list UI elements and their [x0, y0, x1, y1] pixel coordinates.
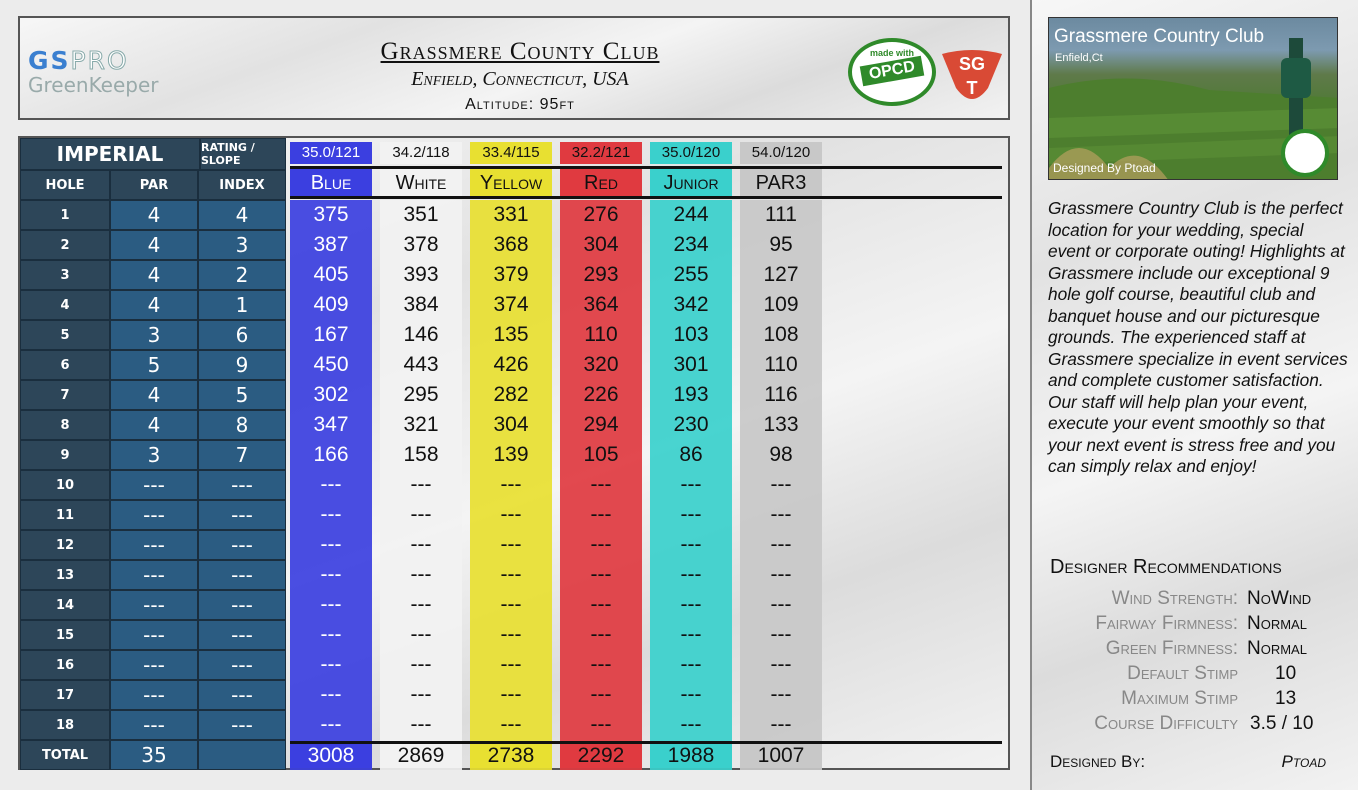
table-hole-cell: 9 [20, 440, 110, 470]
table-hole-cell: 12 [20, 530, 110, 560]
rec-value: 3.5 / 10 [1250, 713, 1314, 734]
tee-yardage-cell: 226 [583, 383, 619, 406]
tee-yardage-cell: --- [680, 713, 702, 736]
table-index-cell: 6 [198, 320, 286, 350]
table-par-cell: 4 [110, 200, 198, 230]
tee-yardage-cell: 139 [493, 443, 529, 466]
tee-yardage-cell: --- [680, 653, 702, 676]
tee-rating-slope: 34.2/118 [380, 142, 462, 164]
tee-yardage-cell: --- [590, 533, 612, 556]
tee-rating-slope: 54.0/120 [740, 142, 822, 164]
tee-yardage-cell: --- [500, 533, 522, 556]
table-par-cell: --- [110, 560, 198, 590]
table-par-cell: 4 [110, 290, 198, 320]
table-par-cell: 3 [110, 320, 198, 350]
tee-yardage-cell: --- [320, 623, 342, 646]
tee-yardage-cell: 95 [769, 233, 793, 256]
badge-t-text: T [966, 78, 978, 98]
header-rule-bottom [290, 196, 1002, 199]
table-index-cell: 5 [198, 380, 286, 410]
total-label: TOTAL [20, 740, 110, 770]
table-hole-cell: 13 [20, 560, 110, 590]
tee-yardage-cell: --- [590, 563, 612, 586]
tee-name-header: Yellow [470, 168, 552, 198]
tee-yardage-cell: 276 [583, 203, 619, 226]
tee-yardage-cell: --- [500, 683, 522, 706]
badge-opcd-text: OPCD [860, 56, 925, 87]
tee-name-header: White [380, 168, 462, 198]
tee-total-cell: 2292 [560, 744, 642, 768]
table-hole-cell: 16 [20, 650, 110, 680]
tee-yardage-cell: 304 [583, 233, 619, 256]
table-par-cell: --- [110, 590, 198, 620]
tee-yardage-cell: 375 [313, 203, 349, 226]
table-hole-cell: 1 [20, 200, 110, 230]
table-hole-cell: 7 [20, 380, 110, 410]
rec-label: Wind Strength: [1111, 588, 1238, 609]
tee-yardage-cell: 105 [583, 443, 619, 466]
table-par-cell: --- [110, 530, 198, 560]
tee-yardage-cell: 393 [403, 263, 439, 286]
tee-yardage-cell: 450 [313, 353, 349, 376]
table-hole-cell: 15 [20, 620, 110, 650]
table-index-cell: 2 [198, 260, 286, 290]
tee-yardage-cell: --- [410, 683, 432, 706]
logo-pro-text: PRO [70, 46, 129, 75]
tee-yardage-cell: 295 [403, 383, 439, 406]
table-hole-cell: 3 [20, 260, 110, 290]
tee-yardage-cell: 321 [403, 413, 439, 436]
tee-yardage-cell: --- [320, 533, 342, 556]
recs-title: Designer Recommendations [1050, 556, 1282, 578]
photo-subtitle: Enfield,Ct [1055, 52, 1103, 64]
total-rule [290, 741, 1002, 744]
table-par-cell: --- [110, 650, 198, 680]
tee-yardage-cell: 109 [763, 293, 799, 316]
table-index-cell: --- [198, 680, 286, 710]
tee-yardage-cell: 110 [764, 353, 798, 376]
tee-yardage-cell: --- [320, 473, 342, 496]
total-index-blank [198, 740, 286, 770]
table-index-cell: --- [198, 650, 286, 680]
table-hole-cell: 8 [20, 410, 110, 440]
rec-value: NoWind [1247, 588, 1312, 609]
course-photo [1048, 17, 1338, 180]
tee-yardage-cell: --- [500, 593, 522, 616]
table-index-cell: 8 [198, 410, 286, 440]
tee-yardage-cell: 405 [313, 263, 349, 286]
table-index-cell: --- [198, 500, 286, 530]
tee-yardage-cell: 282 [493, 383, 529, 406]
table-index-cell: --- [198, 470, 286, 500]
rec-label: Course Difficulty [1094, 713, 1238, 734]
designed-by-label: Designed By: [1050, 752, 1146, 771]
table-hole-cell: 17 [20, 680, 110, 710]
tee-yardage-cell: 384 [403, 293, 439, 316]
tee-total-cell: 1007 [740, 744, 822, 768]
tee-yardage-cell: --- [680, 593, 702, 616]
tee-yardage-cell: --- [320, 653, 342, 676]
tee-yardage-cell: 409 [313, 293, 349, 316]
tee-yardage-cell: --- [500, 563, 522, 586]
tee-total-cell: 2738 [470, 744, 552, 768]
table-index-cell: 9 [198, 350, 286, 380]
tee-yardage-cell: --- [680, 683, 702, 706]
rec-label: Fairway Firmness: [1095, 613, 1238, 634]
table-par-cell: 4 [110, 380, 198, 410]
tee-yardage-cell: --- [770, 563, 792, 586]
table-hole-cell: 11 [20, 500, 110, 530]
tee-yardage-cell: --- [680, 503, 702, 526]
rec-value: 13 [1275, 688, 1297, 709]
tee-yardage-cell: 374 [493, 293, 529, 316]
tee-yardage-cell: 342 [673, 293, 709, 316]
course-location: Enfield, Connecticut, USA [411, 68, 629, 90]
tee-yardage-cell: 230 [673, 413, 709, 436]
tee-yardage-cell: --- [590, 623, 612, 646]
tee-yardage-cell: 234 [673, 233, 709, 256]
table-index-cell: --- [198, 560, 286, 590]
rec-label: Maximum Stimp [1121, 688, 1238, 709]
tee-yardage-cell: 135 [493, 323, 529, 346]
tee-yardage-cell: --- [320, 593, 342, 616]
tee-yardage-cell: --- [410, 713, 432, 736]
badge-made-with-text: made with [869, 48, 914, 58]
table-par-cell: 4 [110, 260, 198, 290]
tee-rating-slope: 33.4/115 [470, 142, 552, 164]
tee-yardage-cell: --- [770, 713, 792, 736]
tee-yardage-cell: --- [320, 683, 342, 706]
tee-total-cell: 3008 [290, 744, 372, 768]
tee-yardage-cell: --- [680, 623, 702, 646]
tee-yardage-cell: 108 [763, 323, 799, 346]
tee-rating-slope: 32.2/121 [560, 142, 642, 164]
table-index-cell: --- [198, 530, 286, 560]
rec-value: Normal [1247, 613, 1307, 634]
tee-yardage-cell: 351 [403, 203, 439, 226]
tee-yardage-cell: 110 [584, 323, 618, 346]
course-altitude: Altitude: 95ft [465, 96, 575, 113]
tee-yardage-cell: --- [770, 473, 792, 496]
tee-yardage-cell: 302 [313, 383, 349, 406]
total-par: 35 [110, 740, 198, 770]
table-hole-cell: 14 [20, 590, 110, 620]
table-index-cell: --- [198, 710, 286, 740]
rec-label: Default Stimp [1127, 663, 1238, 684]
table-hole-cell: 4 [20, 290, 110, 320]
rating-slope-label: RATING / SLOPE [200, 138, 286, 170]
badge-sg-text: SG [958, 54, 985, 74]
tee-yardage-cell: 294 [583, 413, 619, 436]
table-par-cell: 4 [110, 410, 198, 440]
tee-yardage-cell: --- [680, 533, 702, 556]
tee-yardage-cell: --- [320, 713, 342, 736]
tee-yardage-cell: 166 [313, 443, 349, 466]
tee-yardage-cell: --- [500, 713, 522, 736]
tee-yardage-cell: 111 [765, 203, 797, 226]
table-hole-cell: 6 [20, 350, 110, 380]
tee-yardage-cell: 146 [403, 323, 439, 346]
tee-name-header: PAR3 [740, 168, 822, 198]
tee-yardage-cell: 368 [493, 233, 529, 256]
table-index-cell: 3 [198, 230, 286, 260]
tee-yardage-cell: 443 [403, 353, 439, 376]
col-par-header: PAR [110, 170, 198, 200]
tee-yardage-cell: --- [410, 623, 432, 646]
tee-yardage-cell: --- [410, 473, 432, 496]
tee-yardage-cell: 127 [763, 263, 799, 286]
tee-yardage-cell: 193 [673, 383, 709, 406]
rec-value: 10 [1275, 663, 1297, 684]
table-index-cell: 1 [198, 290, 286, 320]
tee-total-cell: 1988 [650, 744, 732, 768]
tee-yardage-cell: 244 [673, 203, 709, 226]
tee-rating-slope: 35.0/120 [650, 142, 732, 164]
tee-yardage-cell: --- [500, 653, 522, 676]
tee-yardage-cell: 86 [679, 443, 703, 466]
tee-yardage-cell: 158 [403, 443, 439, 466]
table-index-cell: 4 [198, 200, 286, 230]
tee-yardage-cell: --- [500, 623, 522, 646]
tee-yardage-cell: --- [320, 503, 342, 526]
tee-name-header: Blue [290, 168, 372, 198]
tee-yardage-cell: 98 [769, 443, 793, 466]
tee-name-header: Junior [650, 168, 732, 198]
table-par-cell: --- [110, 680, 198, 710]
tee-yardage-cell: --- [320, 563, 342, 586]
tee-yardage-cell: --- [770, 593, 792, 616]
table-par-cell: 3 [110, 440, 198, 470]
tee-yardage-cell: --- [590, 683, 612, 706]
tee-yardage-cell: --- [770, 533, 792, 556]
tee-yardage-cell: 331 [493, 203, 529, 226]
tee-yardage-cell: 301 [673, 353, 709, 376]
table-hole-cell: 2 [20, 230, 110, 260]
tee-yardage-cell: 116 [764, 383, 798, 406]
tee-yardage-cell: --- [500, 473, 522, 496]
tee-yardage-cell: --- [410, 563, 432, 586]
col-hole-header: HOLE [20, 170, 110, 200]
tee-yardage-cell: --- [410, 533, 432, 556]
photo-credit: Designed By Ptoad [1053, 161, 1156, 175]
table-hole-cell: 5 [20, 320, 110, 350]
tee-rating-slope: 35.0/121 [290, 142, 372, 164]
table-par-cell: --- [110, 470, 198, 500]
tee-yardage-cell: --- [410, 503, 432, 526]
designed-by-value: Ptoad [1281, 752, 1326, 771]
tee-total-cell: 2869 [380, 744, 462, 768]
tee-yardage-cell: 364 [583, 293, 619, 316]
table-par-cell: --- [110, 620, 198, 650]
rec-value: Normal [1247, 638, 1307, 659]
table-index-cell: 7 [198, 440, 286, 470]
col-index-header: INDEX [198, 170, 286, 200]
tee-yardage-cell: --- [770, 623, 792, 646]
tee-yardage-cell: --- [410, 653, 432, 676]
tee-yardage-cell: 293 [583, 263, 619, 286]
tee-yardage-cell: 379 [493, 263, 529, 286]
table-index-cell: --- [198, 620, 286, 650]
rec-label: Green Firmness: [1105, 638, 1238, 659]
tee-yardage-cell: --- [680, 563, 702, 586]
tee-yardage-cell: --- [590, 653, 612, 676]
tee-yardage-cell: 133 [763, 413, 799, 436]
tee-yardage-cell: --- [680, 473, 702, 496]
tee-yardage-cell: 378 [403, 233, 439, 256]
table-par-cell: --- [110, 710, 198, 740]
logo-gs-text: GS [28, 46, 71, 75]
photo-title: Grassmere Country Club [1054, 26, 1265, 47]
tee-yardage-cell: 426 [493, 353, 529, 376]
tee-yardage-cell: 103 [673, 323, 709, 346]
tee-yardage-cell: --- [770, 503, 792, 526]
tee-yardage-cell: 304 [493, 413, 529, 436]
tee-yardage-cell: 347 [313, 413, 349, 436]
course-name: Grassmere County Club [380, 38, 660, 65]
units-label: IMPERIAL [20, 138, 200, 170]
tee-yardage-cell: --- [770, 653, 792, 676]
tee-yardage-cell: --- [590, 473, 612, 496]
tee-yardage-cell: 387 [313, 233, 349, 256]
table-par-cell: --- [110, 500, 198, 530]
table-par-cell: 5 [110, 350, 198, 380]
tee-yardage-cell: 320 [583, 353, 619, 376]
tee-yardage-cell: --- [590, 713, 612, 736]
table-index-cell: --- [198, 590, 286, 620]
header-rule-top [290, 166, 1002, 169]
tee-yardage-cell: --- [590, 503, 612, 526]
tee-yardage-cell: 167 [313, 323, 349, 346]
tee-name-header: Red [560, 168, 642, 198]
tee-yardage-cell: --- [500, 503, 522, 526]
table-hole-cell: 18 [20, 710, 110, 740]
tee-yardage-cell: 255 [673, 263, 709, 286]
tee-yardage-cell: --- [590, 593, 612, 616]
tee-yardage-cell: --- [770, 683, 792, 706]
table-par-cell: 4 [110, 230, 198, 260]
table-hole-cell: 10 [20, 470, 110, 500]
tee-yardage-cell: --- [410, 593, 432, 616]
logo-greenkeeper-text: GreenKeeper [28, 73, 159, 97]
course-description: Grassmere Country Club is the perfect location for your wedding, special event or corporate outing! Highlights at Grassmere include our exceptional 9 hole golf course, beautiful club and banquet house and our picturesque grounds. The experienced staff at Grassmere specialize in event services and complete customer satisfaction. Our staff will help plan your event, execute your event smoothly so that your next event is stress free and you can simply relax and enjoy! [1048, 198, 1348, 476]
